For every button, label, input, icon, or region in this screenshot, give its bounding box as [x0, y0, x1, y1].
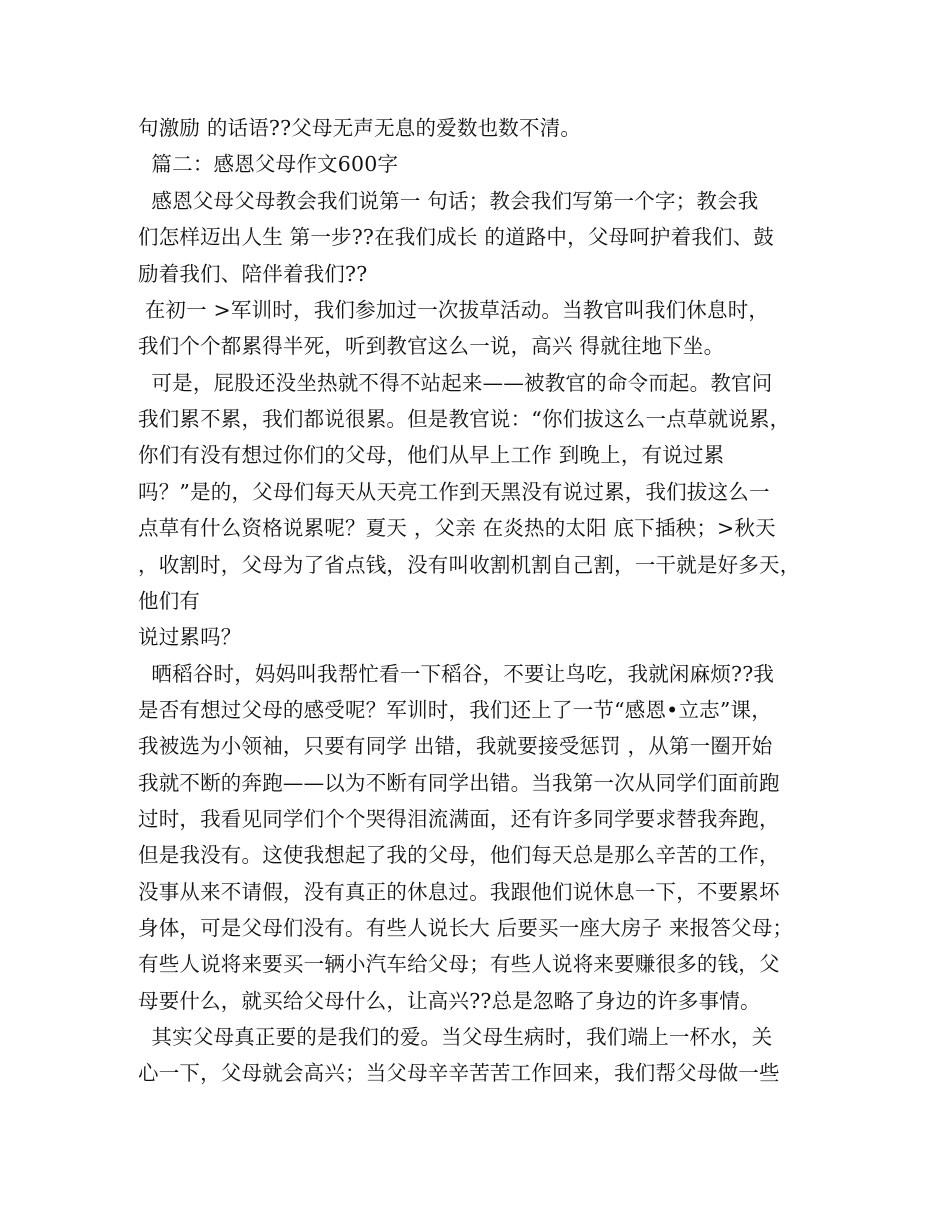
text-line: 可是，屁股还没坐热就不得不站起来——被教官的命令而起。教官问 — [138, 371, 773, 395]
text-line: 身体，可是父母们没有。有些人说长大 后要买一座大房子 来报答父母； — [138, 916, 794, 940]
text-line: ，收割时，父母为了省点钱，没有叫收割机割自己割，一干就是好多天， — [138, 553, 801, 577]
text-line: 在初一 >军训时，我们参加过一次拔草活动。当教官叫我们休息时， — [138, 298, 770, 322]
text-line: 句激励 的话语??父母无声无息的爱数也数不清。 — [138, 116, 582, 140]
text-line: 点草有什么资格说累呢？夏天 ，父亲 在炎热的太阳 底下插秧；>秋天 — [138, 516, 776, 540]
text-line: 没事从来不请假，没有真正的休息过。我跟他们说休息一下，不要累坏 — [138, 880, 780, 904]
text-line: 过时，我看见同学们个个哭得泪流满面，还有许多同学要求替我奔跑， — [138, 807, 780, 831]
text-line: 是否有想过父母的感受呢？军训时，我们还上了一节“感恩•立志”课， — [138, 698, 772, 722]
text-line: 有些人说将来要买一辆小汽车给父母；有些人说将来要赚很多的钱，父 — [138, 952, 780, 976]
text-line: 但是我没有。这使我想起了我的父母，他们每天总是那么辛苦的工作， — [138, 843, 780, 867]
text-line: 晒稻谷时，妈妈叫我帮忙看一下稻谷，不要让鸟吃，我就闲麻烦??我 — [138, 662, 775, 686]
text-line: 你们有没有想过你们的父母，他们从早上工作 到晚上，有说过累 — [138, 443, 725, 467]
text-line: 我们个个都累得半死，听到教官这么一说，高兴 得就往地下坐。 — [138, 334, 725, 358]
text-line: 心一下，父母就会高兴；当父母辛辛苦苦工作回来，我们帮父母做一些 — [138, 1061, 780, 1085]
text-line: 感恩父母父母教会我们说第一 句话；教会我们写第一个字；教会我 — [138, 189, 759, 213]
text-line: 我就不断的奔跑——以为不断有同学出错。当我第一次从同学们面前跑 — [138, 771, 780, 795]
text-line: 励着我们、陪伴着我们?? — [138, 262, 368, 286]
text-line: 说过累吗？ — [138, 625, 242, 649]
text-line: 我被选为小领袖，只要有同学 出错，我就要接受惩罚 ，从第一圈开始 — [138, 734, 773, 758]
text-line: 他们有 — [138, 589, 201, 613]
text-line: 其实父母真正要的是我们的爱。当父母生病时，我们端上一杯水，关 — [138, 1025, 773, 1049]
text-line: 们怎样迈出人生 第一步??在我们成长 的道路中，父母呵护着我们、鼓 — [138, 225, 775, 249]
text-line: 吗？”是的，父母们每天从天亮工作到天黑没有说过累，我们拔这么一 — [138, 480, 770, 504]
text-line: 我们累不累，我们都说很累。但是教官说：“你们拔这么一点草就说累， — [138, 407, 791, 431]
section-heading: 篇二：感恩父母作文600字 — [138, 152, 399, 176]
text-line: 母要什么，就买给父母什么，让高兴??总是忽略了身边的许多事情。 — [138, 989, 761, 1013]
